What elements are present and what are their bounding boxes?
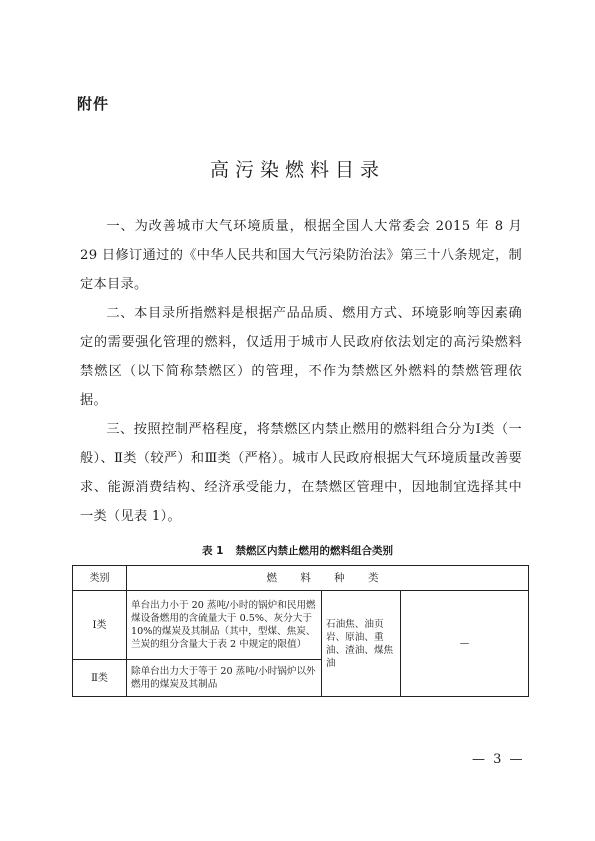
fuel-category-table [72, 565, 529, 697]
paragraph-2: 二、本目录所指燃料是根据产品品质、燃用方式、环境影响等因素确定的需要强化管理的燃料，仅适用于城市人民政府依法划定的高污染燃料禁燃区（以下简称禁燃区）的管理，不作为禁燃区外燃料的禁燃管理依据。 [80, 306, 522, 408]
attachment-label: 附件 [77, 95, 110, 113]
table-header-row [73, 566, 529, 591]
header-fuel-type: 燃 料 种 类 [127, 566, 529, 591]
category-cell: Ⅱ类 [73, 660, 127, 697]
paragraph-1: 一、为改善城市大气环境质量，根据全国人大常委会 2015 年 8 月 29 日修订通过的《中华人民共和国大气污染防治法》第三十八条规定，制定本目录。 [80, 219, 522, 292]
category-cell: Ⅰ类 [73, 591, 127, 660]
table-caption [0, 543, 595, 558]
coal-fuel-cell: 除单台出力大于等于 20 蒸吨/小时锅炉以外燃用的煤炭及其制品 [127, 660, 322, 697]
page-number: — 3 — [472, 752, 525, 767]
table-row [73, 591, 529, 660]
paragraph-3: 三、按照控制严格程度，将禁燃区内禁止燃用的燃料组合分为Ⅰ类（一般）、Ⅱ类（较严）和Ⅲ类（严格）。城市人民政府根据大气环境质量改善要求、能源消费结构、经济承受能力，在禁燃区管理中，因地制宜选择其中一类（见表 1）。 [80, 422, 522, 524]
header-category: 类别 [73, 566, 127, 591]
page-title: 高污染燃料目录 [209, 159, 385, 181]
oil-fuel-cell: 石油焦、油页岩、原油、重油、渣油、煤焦油 [322, 591, 401, 697]
table-caption-text: 禁燃区内禁止燃用的燃料组合类别 [235, 545, 393, 557]
other-fuel-cell: — [401, 591, 529, 697]
table-caption-number: 表 1 [202, 545, 224, 557]
coal-fuel-cell: 单台出力小于 20 蒸吨/小时的锅炉和民用燃煤设备燃用的含硫量大于 0.5%、灰分大于 10%的煤炭及其制品（其中，型煤、焦炭、兰炭的组分含量大于表 2 中规定的限值） [127, 591, 322, 660]
